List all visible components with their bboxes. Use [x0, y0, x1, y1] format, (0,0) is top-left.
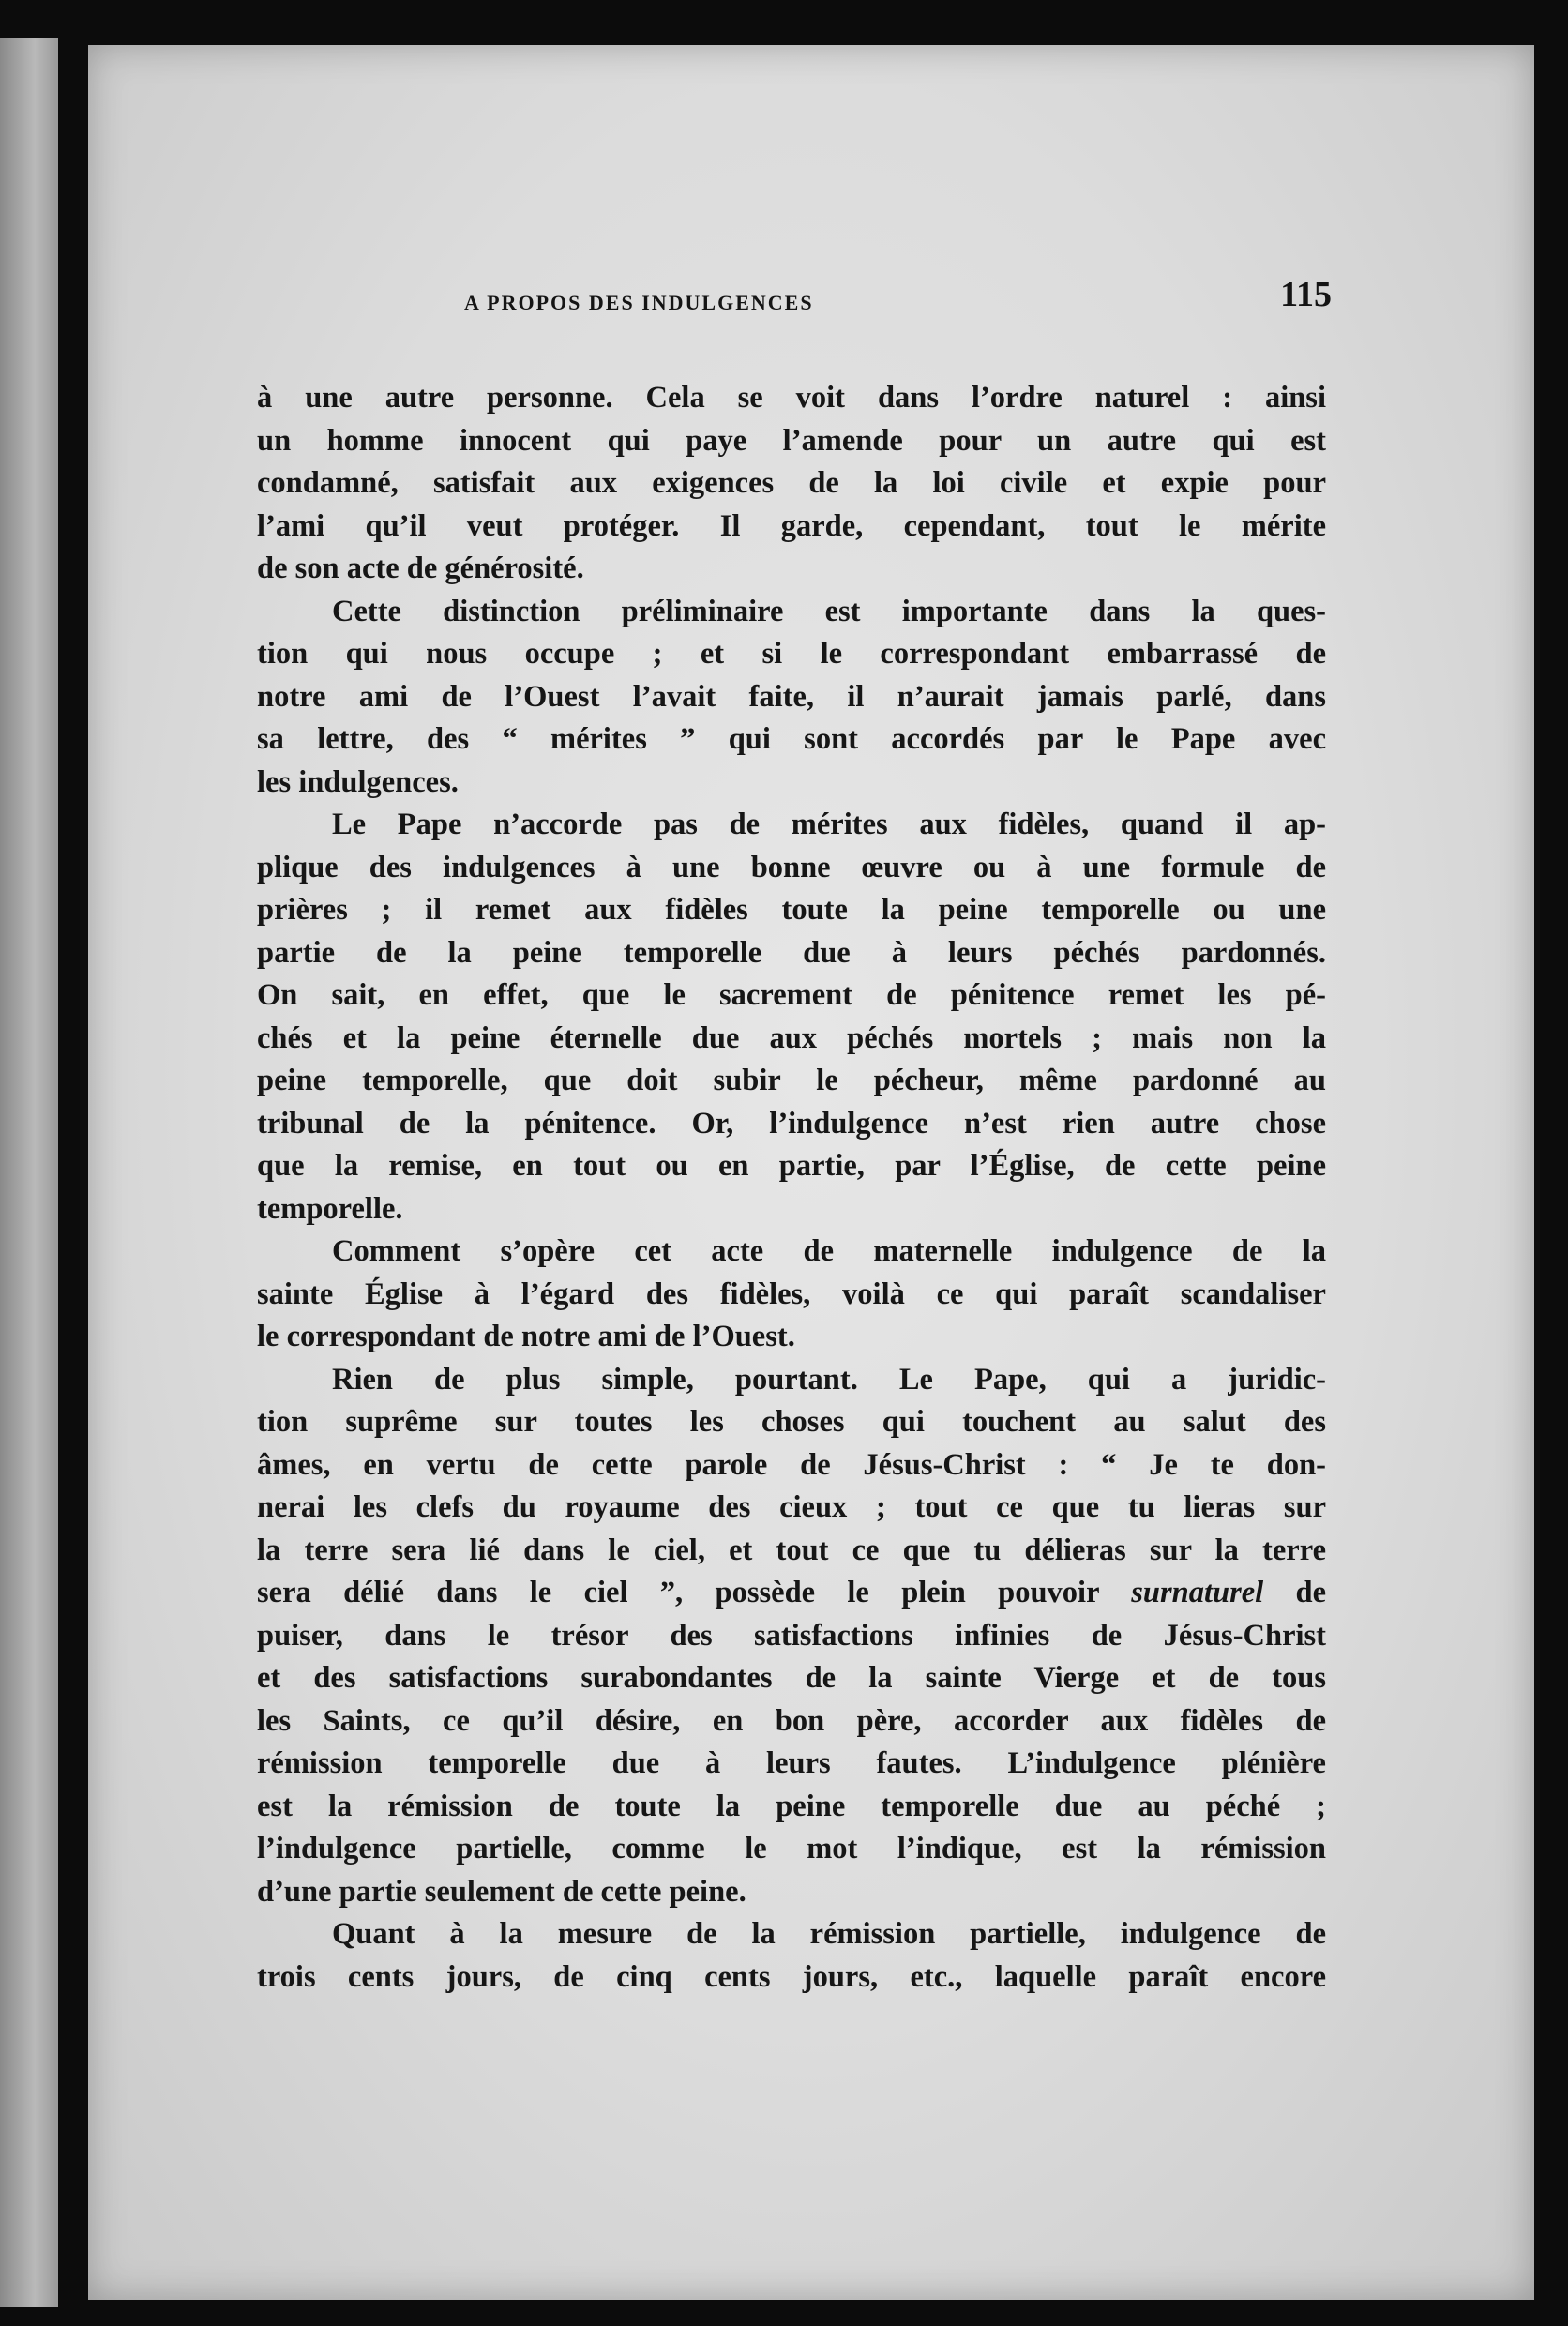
text-line: Rien de plus simple, pourtant. Le Pape, qui a juridic-: [332, 1362, 1326, 1397]
text-line: Comment s’opère cet acte de maternelle indulgence de la: [332, 1234, 1326, 1268]
text-line: puiser, dans le trésor des satisfactions infinies de Jésus-Christ: [257, 1618, 1326, 1653]
text-line: sa lettre, des “ mérites ” qui sont accordés par le Pape avec: [257, 722, 1326, 756]
text-line: le correspondant de notre ami de l’Ouest.: [257, 1320, 795, 1353]
running-title: A PROPOS DES INDULGENCES: [464, 291, 814, 314]
text-line: temporelle.: [257, 1191, 403, 1226]
text-line: trois cents jours, de cinq cents jours, etc., laquelle paraît encore: [257, 1959, 1326, 1994]
text-line: tribunal de la pénitence. Or, l’indulgence n’est rien autre chose: [257, 1106, 1326, 1140]
text-line: plique des indulgences à une bonne œuvre ou à une formule de: [257, 850, 1326, 884]
text-line: la terre sera lié dans le ciel, et tout ce que tu délieras sur la terre: [257, 1533, 1326, 1567]
text-line: Quant à la mesure de la rémission partielle, indulgence de: [332, 1917, 1326, 1951]
text-line: tion suprême sur toutes les choses qui touchent au salut des: [257, 1405, 1326, 1439]
paragraph: [257, 591, 1326, 805]
text-line: tion qui nous occupe ; et si le correspondant embarrassé de: [257, 637, 1326, 671]
running-head: [464, 274, 1332, 330]
text-line: On sait, en effet, que le sacrement de pénitence remet les pé-: [257, 978, 1326, 1012]
text-line: partie de la peine temporelle due à leurs péchés pardonnés.: [257, 935, 1326, 970]
text-line: les Saints, ce qu’il désire, en bon père, accorder aux fidèles de: [257, 1703, 1326, 1738]
previous-page-edge: [0, 38, 58, 2307]
page-number: 115: [1280, 275, 1332, 314]
paragraph: [257, 1913, 1326, 1999]
text-line: et des satisfactions surabondantes de la sainte Vierge et de tous: [257, 1661, 1326, 1695]
text-line: chés et la peine éternelle due aux péchés mortels ; mais non la: [257, 1020, 1326, 1055]
italic-word: surnaturel: [1131, 1576, 1264, 1609]
text-line: est la rémission de toute la peine temporelle due au péché ;: [257, 1789, 1326, 1823]
text-line: rémission temporelle due à leurs fautes. L’indulgence plénière: [257, 1746, 1326, 1780]
text-line: d’une partie seulement de cette peine.: [257, 1874, 746, 1909]
text-line: sainte Église à l’égard des fidèles, voilà ce qui paraît scandaliser: [257, 1276, 1326, 1311]
text-line: sera délié dans le ciel ”, possède le plein pouvoir surnaturel de: [257, 1576, 1327, 1609]
text-line: Le Pape n’accorde pas de mérites aux fidèles, quand il ap-: [332, 808, 1326, 841]
text-line: l’ami qu’il veut protéger. Il garde, cependant, tout le mérite: [257, 508, 1326, 543]
text-line: à une autre personne. Cela se voit dans l’ordre naturel : ainsi: [257, 381, 1326, 415]
text-line: un homme innocent qui paye l’amende pour un autre qui est: [257, 423, 1326, 458]
text-line: l’indulgence partielle, comme le mot l’indique, est la rémission: [257, 1832, 1326, 1865]
text-line: peine temporelle, que doit subir le pécheur, même pardonné au: [257, 1064, 1326, 1097]
text-line: les indulgences.: [257, 764, 459, 799]
paragraph: [257, 377, 1326, 591]
text-line: de son acte de générosité.: [257, 551, 584, 585]
text-line: nerai les clefs du royaume des cieux ; tout ce que tu lieras sur: [257, 1490, 1326, 1524]
body-text: [257, 377, 1326, 1999]
text-line: condamné, satisfait aux exigences de la loi civile et expie pour: [257, 466, 1326, 500]
paragraph: [257, 1231, 1326, 1359]
text-line: notre ami de l’Ouest l’avait faite, il n’aurait jamais parlé, dans: [257, 679, 1326, 714]
paragraph: [257, 804, 1326, 1231]
text-line: âmes, en vertu de cette parole de Jésus-Christ : “ Je te don-: [257, 1447, 1326, 1482]
text-line: Cette distinction préliminaire est importante dans la ques-: [332, 594, 1326, 628]
text-line: prières ; il remet aux fidèles toute la peine temporelle ou une: [257, 893, 1326, 927]
text-line: que la remise, en tout ou en partie, par l’Église, de cette peine: [257, 1149, 1326, 1183]
paragraph: [257, 1359, 1326, 1914]
